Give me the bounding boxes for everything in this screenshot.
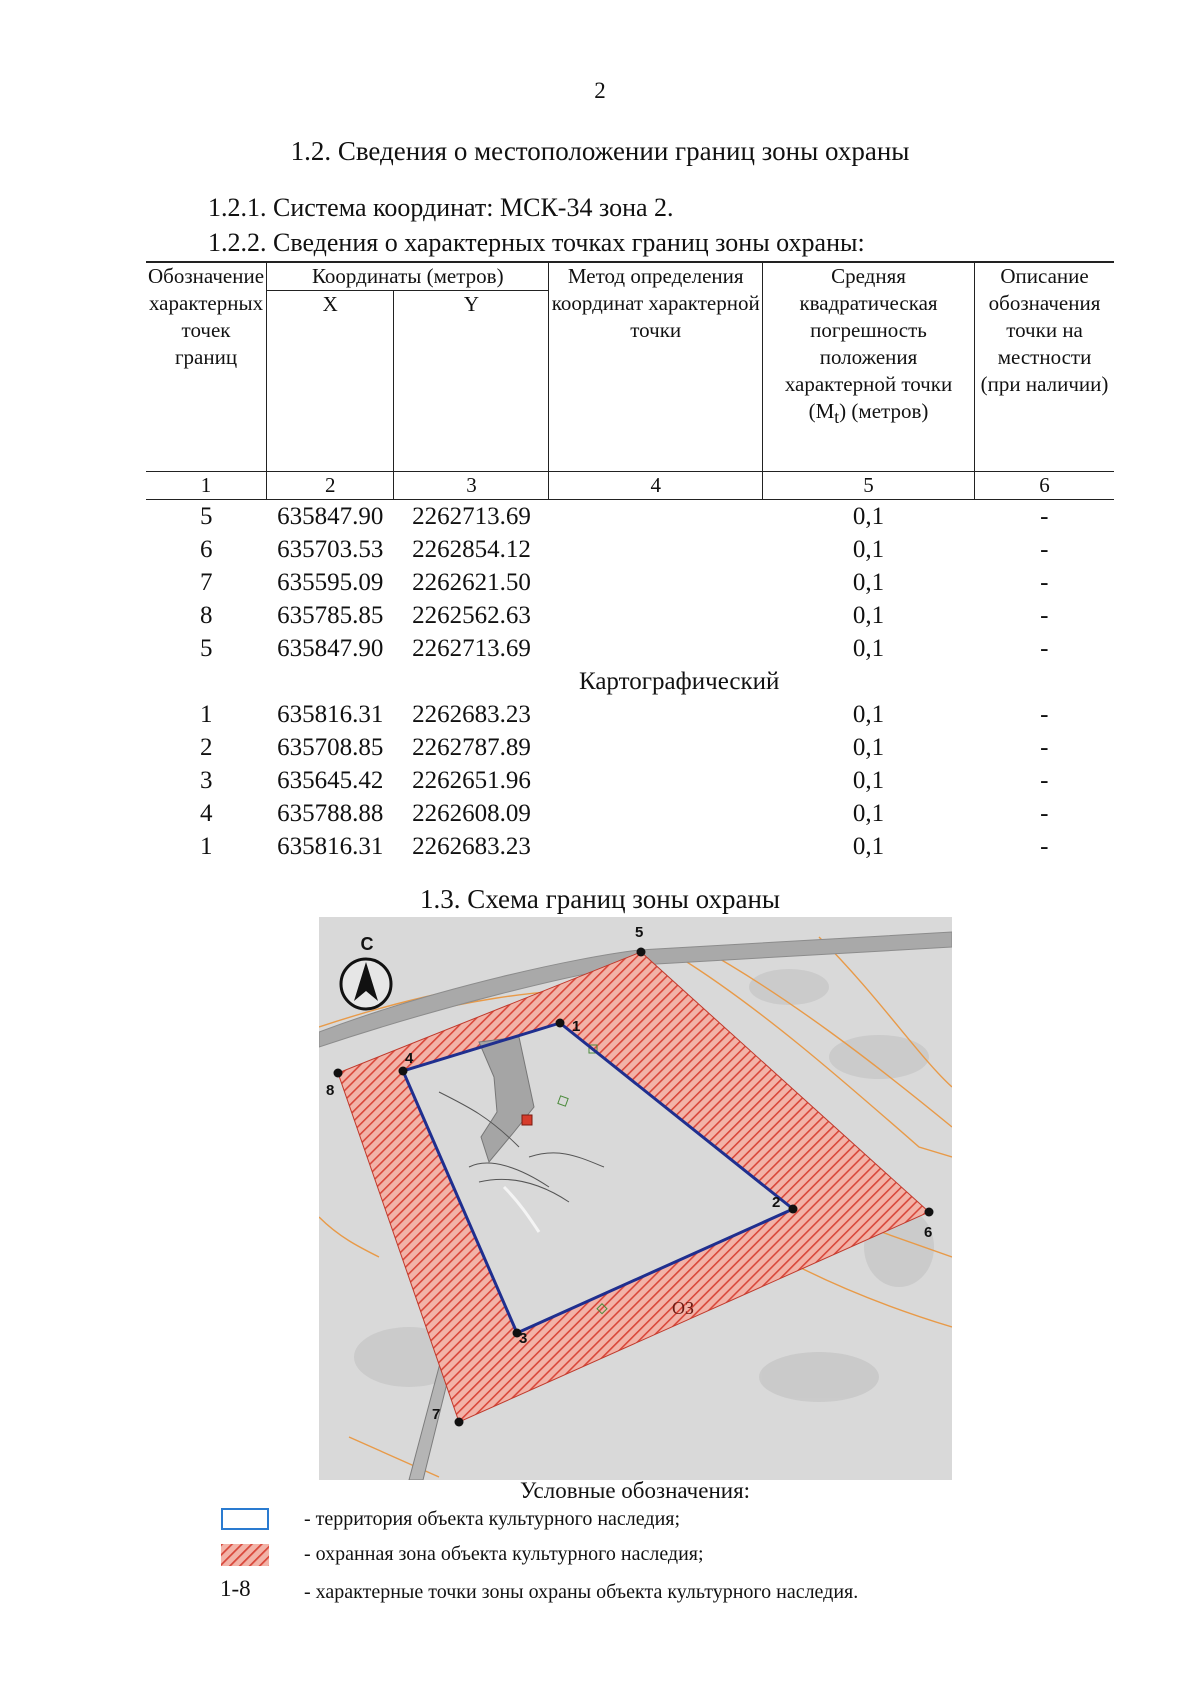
description-value: - — [1040, 569, 1049, 596]
table-row — [146, 830, 1114, 863]
point-number: 5 — [200, 635, 213, 662]
point-label-3: 3 — [519, 1330, 528, 1347]
table-row — [146, 599, 1114, 632]
coordinate-system: 1.2.1. Система координат: МСК-34 зона 2. — [208, 193, 674, 222]
error-value: 0,1 — [852, 569, 885, 596]
table-row — [146, 500, 1114, 534]
point-number: 8 — [200, 602, 213, 629]
y-coordinate: 2262713.69 — [412, 503, 531, 530]
coordinates-table — [146, 261, 1114, 863]
table-row — [146, 665, 1114, 698]
table-row — [146, 566, 1114, 599]
y-coordinate: 2262787.89 — [412, 734, 531, 761]
description-value: - — [1040, 767, 1049, 794]
y-coordinate: 2262621.50 — [412, 569, 531, 596]
table-row — [146, 533, 1114, 566]
point-marker-8 — [334, 1069, 343, 1078]
y-coordinate: 2262713.69 — [412, 635, 531, 662]
point-marker-2 — [789, 1205, 798, 1214]
table-row — [146, 698, 1114, 731]
point-number: 1 — [200, 833, 213, 860]
method-value: Картографический — [578, 668, 780, 695]
header-x: X — [267, 291, 394, 472]
column-number: 1 — [146, 472, 267, 500]
points-title: 1.2.2. Сведения о характерных точках границ зоны охраны: — [208, 228, 865, 257]
error-value: 0,1 — [852, 800, 885, 827]
legend-title: Условные обозначения: — [520, 1478, 751, 1503]
boundary-scheme-map — [319, 917, 952, 1480]
point-number: 1 — [200, 701, 213, 728]
table-row — [146, 764, 1114, 797]
description-value: - — [1040, 701, 1049, 728]
y-coordinate: 2262683.23 — [412, 701, 531, 728]
point-marker-6 — [925, 1208, 934, 1217]
point-label-6: 6 — [924, 1224, 933, 1241]
legend-territory-swatch — [221, 1508, 269, 1530]
error-value: 0,1 — [852, 503, 885, 530]
x-coordinate: 635595.09 — [277, 569, 384, 596]
y-coordinate: 2262651.96 — [412, 767, 531, 794]
legend-territory: - территория объекта культурного наследия; — [304, 1508, 681, 1530]
header-designation: Обозначение характерных точек границ — [146, 262, 267, 472]
description-value: - — [1040, 602, 1049, 629]
error-value: 0,1 — [852, 767, 885, 794]
x-coordinate: 635645.42 — [277, 767, 384, 794]
description-value: - — [1040, 800, 1049, 827]
table-row — [146, 632, 1114, 665]
column-number: 2 — [267, 472, 394, 500]
x-coordinate: 635847.90 — [277, 503, 384, 530]
column-number: 6 — [975, 472, 1114, 500]
table-row — [146, 797, 1114, 830]
column-number: 5 — [762, 472, 974, 500]
point-label-1: 1 — [572, 1018, 581, 1035]
scheme-title: 1.3. Схема границ зоны охраны — [419, 884, 781, 914]
header-error — [762, 262, 974, 472]
page-number: 2 — [594, 78, 606, 103]
description-value: - — [1040, 503, 1049, 530]
error-value: 0,1 — [852, 536, 885, 563]
y-coordinate: 2262683.23 — [412, 833, 531, 860]
header-error-main: Средняя квадратическая погрешность положения характерной точки (M — [784, 264, 953, 423]
point-number: 6 — [200, 536, 213, 563]
error-value: 0,1 — [852, 602, 885, 629]
x-coordinate: 635788.88 — [277, 800, 384, 827]
description-value: - — [1040, 635, 1049, 662]
header-coordinates: Координаты (метров) — [267, 262, 549, 291]
y-coordinate: 2262562.63 — [412, 602, 531, 629]
point-marker-4 — [399, 1067, 408, 1076]
error-value: 0,1 — [852, 734, 885, 761]
table-row — [146, 731, 1114, 764]
error-value: 0,1 — [852, 701, 885, 728]
point-label-4: 4 — [405, 1050, 414, 1067]
north-label: С — [360, 934, 374, 954]
x-coordinate: 635708.85 — [277, 734, 384, 761]
error-value: 0,1 — [852, 833, 885, 860]
header-method: Метод определения координат характерной точки — [549, 262, 762, 472]
point-number: 5 — [200, 503, 213, 530]
header-error-sub: t — [834, 407, 840, 428]
error-value: 0,1 — [852, 635, 885, 662]
description-value: - — [1040, 734, 1049, 761]
point-label-7: 7 — [432, 1406, 441, 1423]
x-coordinate: 635847.90 — [277, 635, 384, 662]
zone-label: ОЗ — [671, 1298, 695, 1318]
point-label-5: 5 — [635, 924, 644, 941]
point-label-2: 2 — [772, 1194, 781, 1211]
y-coordinate: 2262854.12 — [412, 536, 531, 563]
x-coordinate: 635785.85 — [277, 602, 384, 629]
header-y: Y — [394, 291, 549, 472]
legend-points: - характерные точки зоны охраны объекта культурного наследия. — [304, 1581, 859, 1603]
description-value: - — [1040, 536, 1049, 563]
x-coordinate: 635816.31 — [277, 833, 384, 860]
point-marker-7 — [455, 1418, 464, 1427]
x-coordinate: 635816.31 — [277, 701, 384, 728]
y-coordinate: 2262608.09 — [412, 800, 531, 827]
section-title: 1.2. Сведения о местоположении границ зоны охраны — [290, 136, 910, 166]
legend-points-symbol: 1-8 — [220, 1576, 251, 1601]
point-number: 4 — [200, 800, 213, 827]
header-error-tail: ) (метров) — [839, 399, 929, 423]
column-number: 3 — [394, 472, 549, 500]
x-coordinate: 635703.53 — [277, 536, 384, 563]
legend-zone-swatch — [221, 1544, 269, 1566]
legend-zone: - охранная зона объекта культурного наследия; — [304, 1543, 704, 1565]
column-number: 4 — [549, 472, 762, 500]
point-marker-5 — [637, 948, 646, 957]
point-label-8: 8 — [326, 1082, 335, 1099]
description-value: - — [1040, 833, 1049, 860]
point-number: 2 — [200, 734, 213, 761]
point-number: 7 — [200, 569, 213, 596]
point-marker-1 — [556, 1019, 565, 1028]
point-number: 3 — [200, 767, 213, 794]
header-description: Описание обозначения точки на местности (при наличии) — [975, 262, 1114, 472]
